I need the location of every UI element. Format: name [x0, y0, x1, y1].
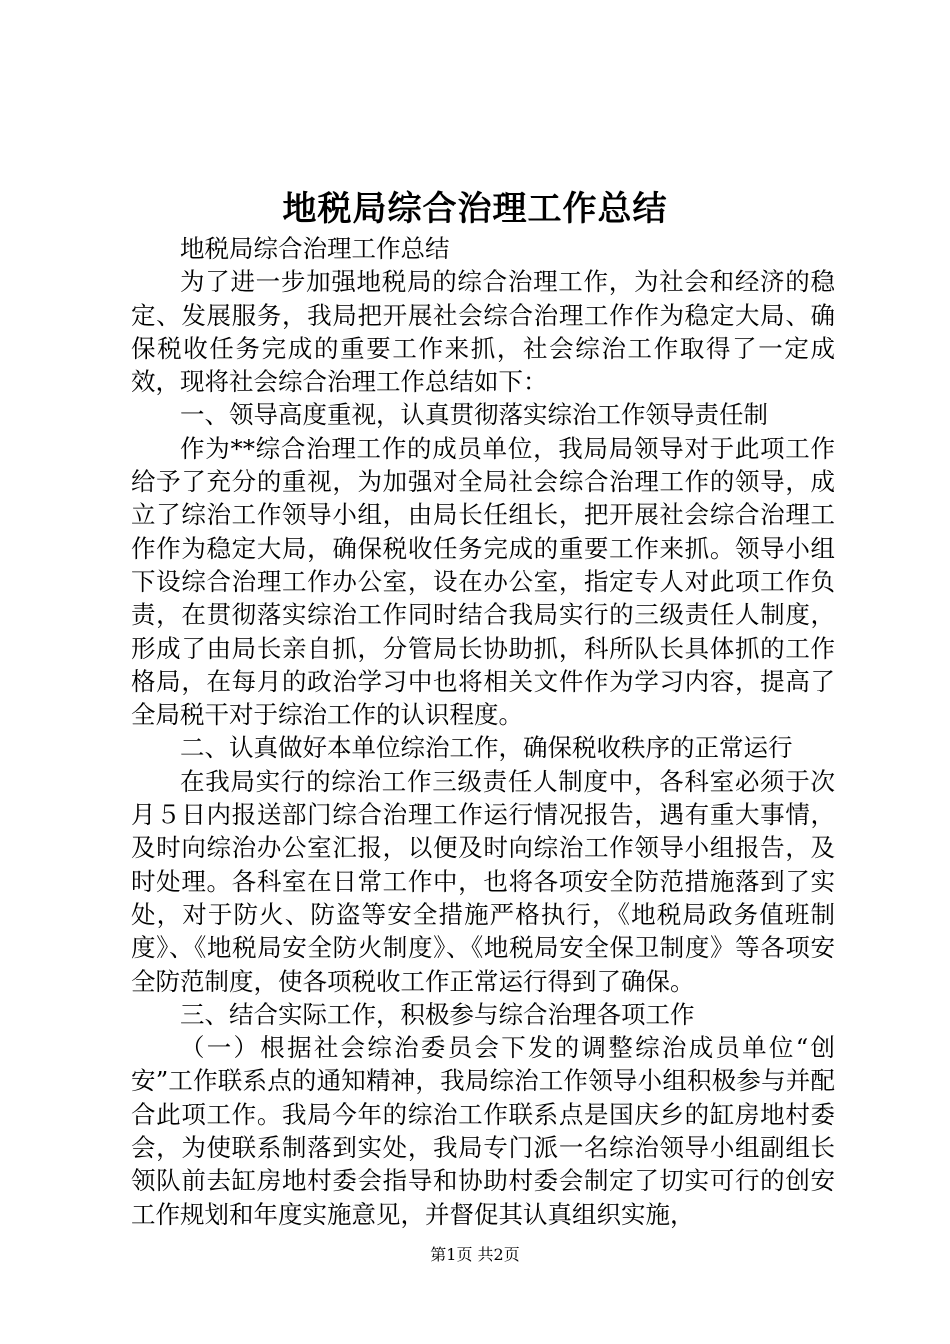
document-title: 地税局综合治理工作总结: [282, 189, 668, 229]
paragraph-subtitle: 地税局综合治理工作总结: [180, 234, 450, 263]
section-heading-3: 三、结合实际工作，积极参与综合治理各项工作: [180, 999, 695, 1029]
document-body: [131, 232, 835, 1231]
paragraph-intro: 为了进一步加强地税局的综合治理工作，为社会和经济的稳定、发展服务，我局把开展社会综合治理工作作为稳定大局、确保税收任务完成的重要工作来抓，社会综治工作取得了一定成效，现将社会综合治理工作总结如下：: [131, 267, 835, 397]
page-number-footer: 第1页 共2页: [430, 1245, 520, 1264]
paragraph-section-3-item-1: （一）根据社会综治委员会下发的调整综治成员单位“创安”工作联系点的通知精神，我局综治工作领导小组积极参与并配合此项工作。我局今年的综治工作联系点是国庆乡的缸房地村委会，为使联系制落到实处，我局专门派一名综治领导小组副组长领队前去缸房地村委会指导和协助村委会制定了切实可行的创安工作规划和年度实施意见，并督促其认真组织实施，: [131, 1033, 835, 1229]
section-heading-1: 一、领导高度重视，认真贯彻落实综治工作领导责任制: [180, 400, 768, 430]
section-heading-2: 二、认真做好本单位综治工作，确保税收秩序的正常运行: [180, 733, 793, 763]
paragraph-section-2: 在我局实行的综治工作三级责任人制度中，各科室必须于次月５日内报送部门综合治理工作运行情况报告，遇有重大事情，及时向综治办公室汇报，以便及时向综治工作领导小组报告，及时处理。各科室在日常工作中，也将各项安全防范措施落到了实处，对于防火、防盗等安全措施严格执行，《地税局政务值班制度》、《地税局安全防火制度》、《地税局安全保卫制度》等各项安全防范制度，使各项税收工作正常运行得到了确保。: [131, 766, 835, 996]
paragraph-section-1: 作为**综合治理工作的成员单位，我局局领导对于此项工作给予了充分的重视，为加强对全局社会综合治理工作的领导，成立了综治工作领导小组，由局长任组长，把开展社会综合治理工作作为稳定大局，确保税收任务完成的重要工作来抓。领导小组下设综合治理工作办公室，设在办公室，指定专人对此项工作负责，在贯彻落实综治工作同时结合我局实行的三级责任人制度，形成了由局长亲自抓，分管局长协助抓，科所队长具体抓的工作格局，在每月的政治学习中也将相关文件作为学习内容，提高了全局税干对于综治工作的认识程度。: [131, 433, 835, 730]
